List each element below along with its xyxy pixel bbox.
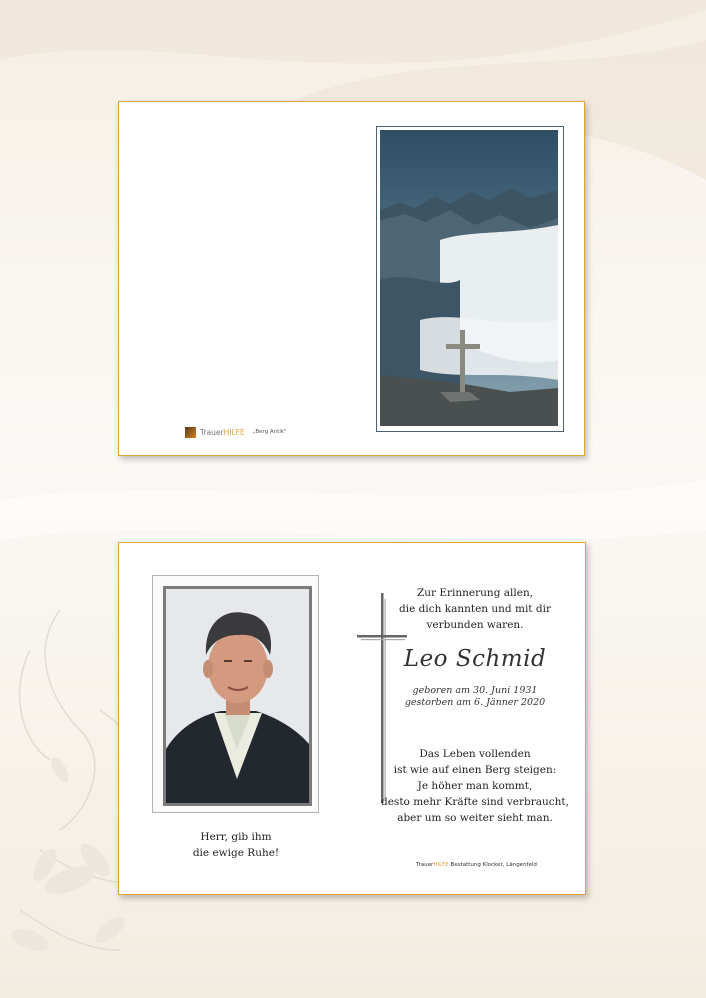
portrait-image <box>166 589 309 803</box>
portrait-photo <box>163 586 312 806</box>
card-inside <box>118 542 586 895</box>
verse-line: Je höher man kommt, <box>417 780 533 792</box>
prayer-text <box>175 829 297 861</box>
verse-line: ist wie auf einen Berg steigen: <box>393 764 557 776</box>
memory-line: verbunden waren. <box>426 619 524 631</box>
prayer-line: Herr, gib ihm <box>200 831 272 843</box>
card-front <box>118 101 585 456</box>
birth-date: geboren am 30. Juni 1931 <box>412 685 538 696</box>
verse-line: Das Leben vollenden <box>419 748 531 760</box>
verse-line: aber um so weiter sieht man. <box>397 812 553 824</box>
footer-rest: Bestattung Klocker, Längenfeld <box>448 862 537 868</box>
footer-credit <box>416 862 537 868</box>
memory-line: Zur Erinnerung allen, <box>416 587 534 599</box>
mountain-cross-image-frame <box>376 126 564 432</box>
footer-part2: HILFE <box>433 862 449 868</box>
footer-part1: Trauer <box>416 862 434 868</box>
brand-part2: HILFE <box>223 427 245 437</box>
death-date: gestorben am 6. Jänner 2020 <box>404 697 546 708</box>
prayer-line: die ewige Ruhe! <box>192 847 280 859</box>
trauerhilfe-logo-icon <box>185 427 196 438</box>
deceased-name: Leo Schmid <box>403 646 547 672</box>
mountain-cross-image <box>380 130 558 426</box>
memory-text <box>367 585 583 633</box>
brand-part1: Trauer <box>200 427 224 437</box>
brand-design-name: „Berg Antik" <box>252 429 287 435</box>
brand-logo <box>185 426 287 438</box>
life-dates <box>367 685 583 709</box>
verse-text <box>367 746 583 826</box>
portrait-frame <box>152 575 319 813</box>
memory-line: die dich kannten und mit dir <box>399 603 551 615</box>
verse-line: desto mehr Kräfte sind verbraucht, <box>381 796 569 808</box>
